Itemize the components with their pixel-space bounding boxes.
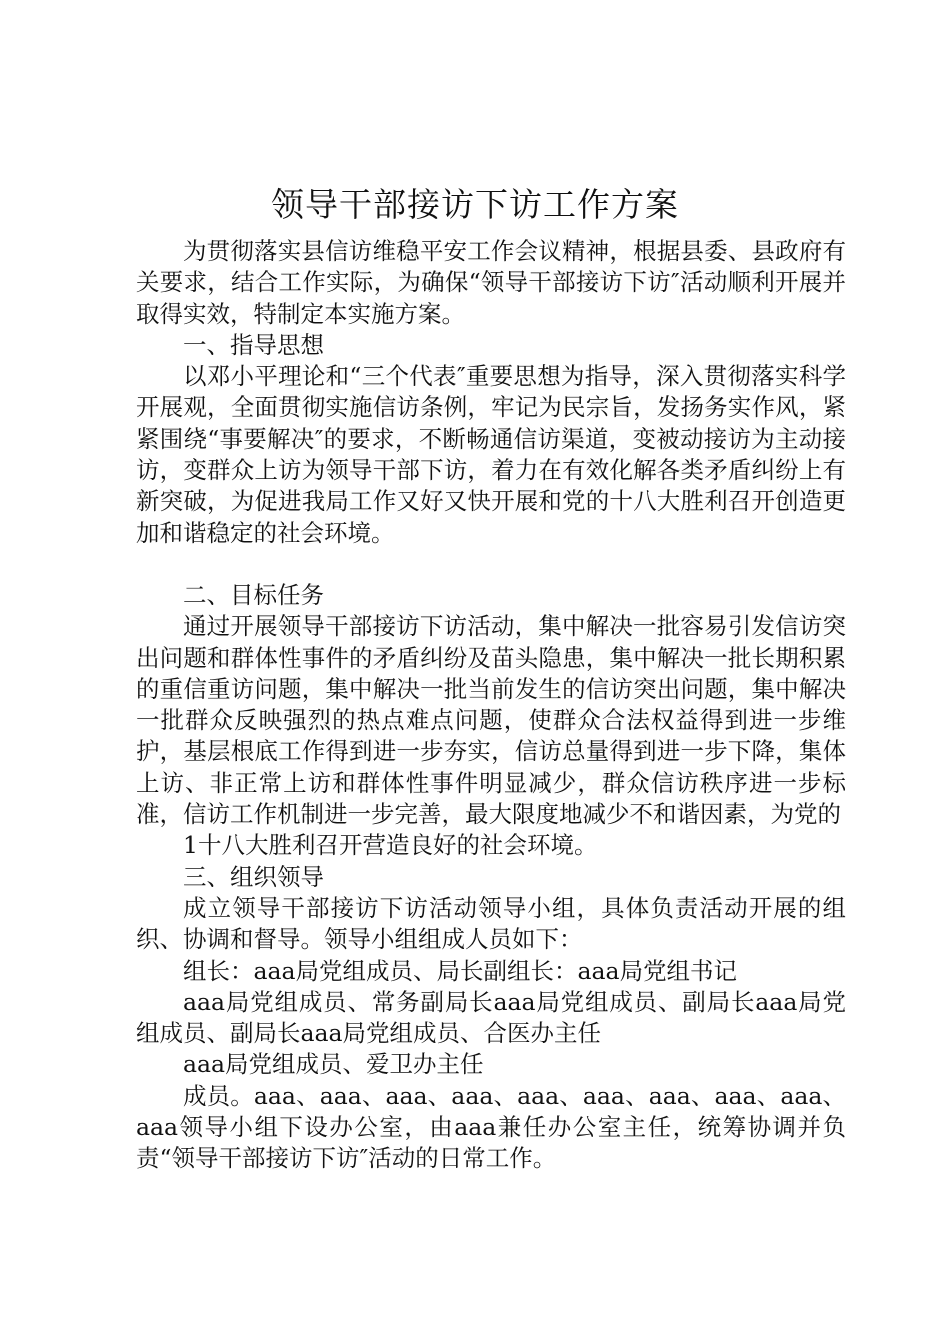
leader-line: 组长：aaa局党组成员、局长副组长：aaa局党组书记 (183, 956, 738, 985)
section-heading-goals: 二、目标任务 (183, 580, 324, 609)
blank-line (136, 549, 846, 580)
organization-paragraph: 成立领导干部接访下访活动领导小组，具体负责活动开展的组织、协调和督导。领导小组组成人员如下： (136, 893, 846, 954)
section-heading-guiding-ideology: 一、指导思想 (183, 330, 324, 359)
guiding-ideology-paragraph: 以邓小平理论和“三个代表″重要思想为指导，深入贯彻落实科学开展观，全面贯彻实施信访条例，牢记为民宗旨，发扬务实作风，紧紧围绕“事要解决″的要求，不断畅通信访渠道，变被动接访为主动接访，变群众上访为领导干部下访，着力在有效化解各类矛盾纠纷上有新突破，为促进我局工作又好又快开展和党的十八大胜利召开创造更加和谐稳定的社会环境。 (136, 362, 846, 547)
deputy-leaders-line: aaa局党组成员、常务副局长aaa局党组成员、副局长aaa局党组成员、副局长aaa局党组成员、合医办主任 (136, 987, 846, 1048)
document-body (136, 236, 846, 1175)
deputy-leader-extra-line: aaa局党组成员、爱卫办主任 (183, 1050, 484, 1079)
goals-continuation: 1十八大胜利召开营造良好的社会环境。 (183, 831, 598, 860)
members-paragraph: 成员。aaa、aaa、aaa、aaa、aaa、aaa、aaa、aaa、aaa、aaa领导小组下设办公室，由aaa兼任办公室主任，统筹协调并负责“领导干部接访下访″活动的日常工作。 (136, 1081, 846, 1173)
intro-paragraph: 为贯彻落实县信访维稳平安工作会议精神，根据县委、县政府有关要求，结合工作实际，为确保“领导干部接访下访″活动顺利开展并取得实效，特制定本实施方案。 (136, 237, 846, 328)
goals-paragraph: 通过开展领导干部接访下访活动，集中解决一批容易引发信访突出问题和群体性事件的矛盾纠纷及苗头隐患，集中解决一批长期积累的重信重访问题，集中解决一批当前发生的信访突出问题，集中解决一批群众反映强烈的热点难点问题，使群众合法权益得到进一步维护，基层根底工作得到进一步夯实，信访总量得到进一步下降，集体上访、非正常上访和群体性事件明显减少，群众信访秩序进一步标准，信访工作机制进一步完善，最大限度地减少不和谐因素，为党的 (136, 612, 846, 829)
document-title: 领导干部接访下访工作方案 (271, 185, 679, 224)
section-heading-organization: 三、组织领导 (183, 862, 324, 891)
